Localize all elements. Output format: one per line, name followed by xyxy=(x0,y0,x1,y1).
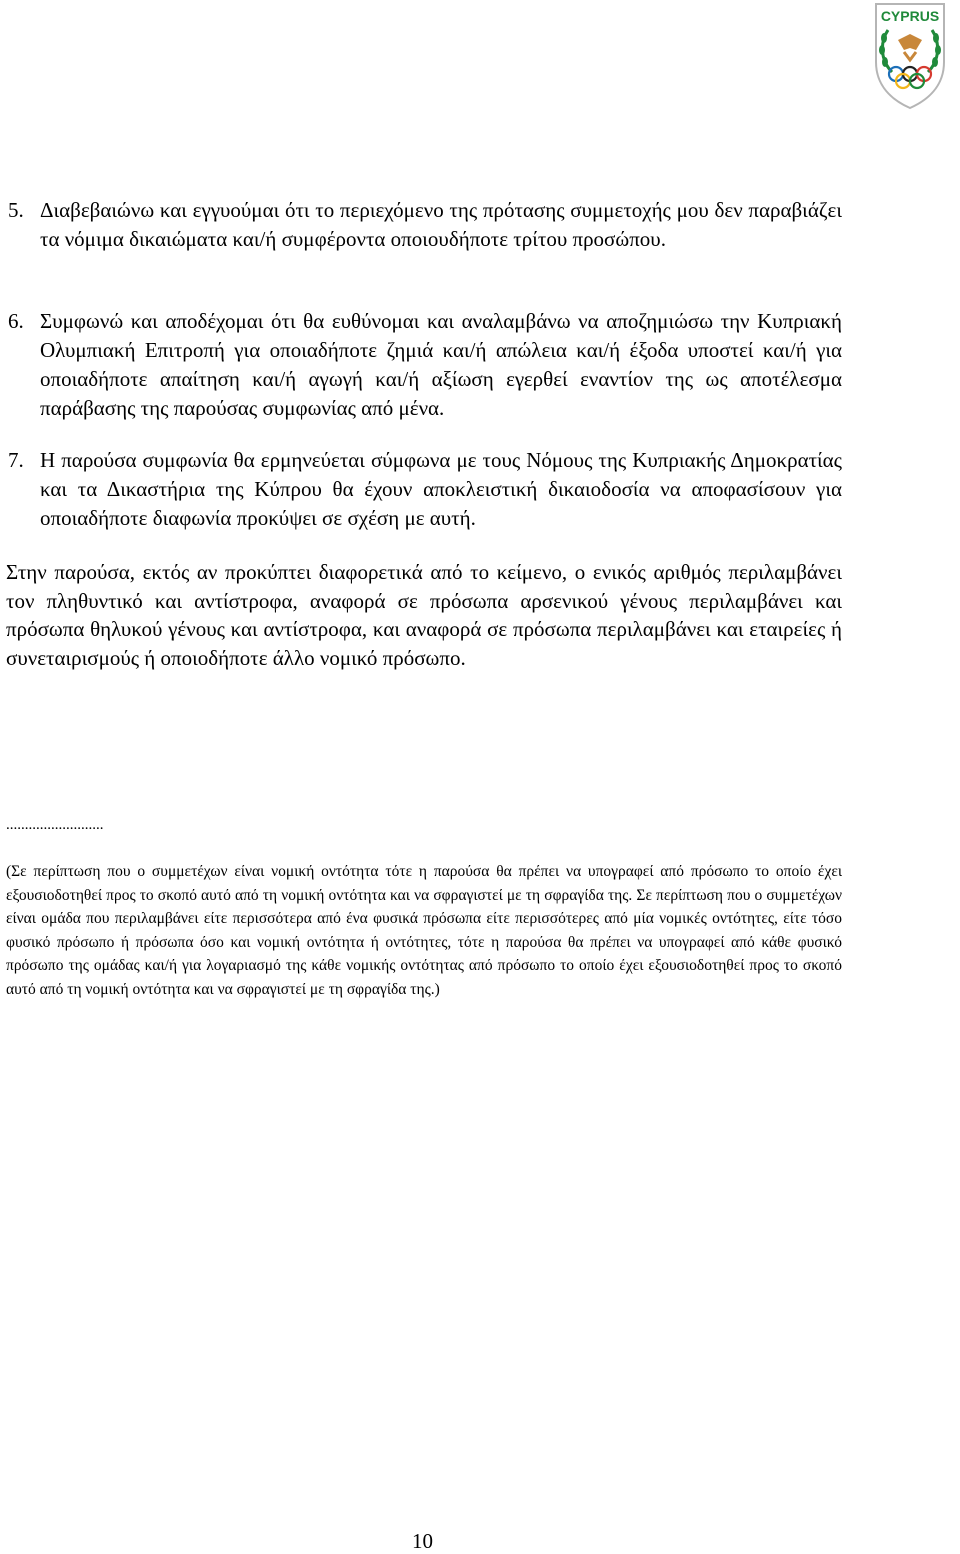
cyprus-olympic-committee-logo xyxy=(870,0,950,112)
clause-5 xyxy=(8,196,842,254)
clause-text: Διαβεβαιώνω και εγγυούμαι ότι το περιεχόμενο της πρότασης συμμετοχής μου δεν παραβιάζει τα νόμιμα δικαιώματα και/ή συμφέροντα οποιουδήποτε τρίτου προσώπου. xyxy=(40,198,842,251)
clause-number: 7. xyxy=(8,448,24,472)
signature-line: .......................... xyxy=(6,817,104,833)
interpretation-paragraph: Στην παρούσα, εκτός αν προκύπτει διαφορετικά από το κείμενο, ο ενικός αριθμός περιλαμβάνει τον πληθυντικό και αντίστροφα, αναφορά σε πρόσωπα αρσενικού γένους περιλαμβάνει και πρόσωπα θηλυκού γένους και αντίστροφα, και αναφορά σε πρόσωπα περιλαμβάνει και εταιρείες ή συνεταιρισμούς ή οποιοδήποτε άλλο νομικό πρόσωπο. xyxy=(6,560,842,670)
signature-note: (Σε περίπτωση που ο συμμετέχων είναι νομική οντότητα τότε η παρούσα θα πρέπει να υπογραφεί από πρόσωπο το οποίο έχει εξουσιοδοτηθεί προς το σκοπό αυτό από τη νομική οντότητα και να σφραγιστεί με τη σφραγίδα της. Σε περίπτωση που ο συμμετέχων είναι ομάδα που περιλαμβάνει είτε περισσότερα από ένα φυσικά πρόσωπα είτε περισσότερες από μία νομικές οντότητες, είτε τόσο φυσικό πρόσωπο ή πρόσωπα όσο και νομική οντότητα ή οντότητες, τότε η παρούσα θα πρέπει να υπογραφεί από κάθε φυσικό πρόσωπο της ομάδας και/ή για λογαριασμό της κάθε νομικής οντότητας από πρόσωπο το οποίο έχει εξουσιοδοτηθεί προς το σκοπό αυτό από τη νομική οντότητα και να σφραγιστεί με τη σφραγίδα της.) xyxy=(6,863,842,998)
clause-7 xyxy=(8,446,842,533)
logo-wordmark: CYPRUS xyxy=(880,8,940,24)
clause-text: Συμφωνώ και αποδέχομαι ότι θα ευθύνομαι και αναλαμβάνω να αποζημιώσω την Κυπριακή Ολυμπιακή Επιτροπή για οποιαδήποτε ζημιά και/ή απώλεια και/ή έξοδα υποστεί και/ή για οποιαδήποτε απαίτηση και/ή αγωγή και/ή αξίωση εγερθεί εναντίον της ως αποτέλεσμα παράβασης της παρούσας συμφωνίας από μένα. xyxy=(40,309,842,420)
clause-text: Η παρούσα συμφωνία θα ερμηνεύεται σύμφωνα με τους Νόμους της Κυπριακής Δημοκρατίας και τα Δικαστήρια της Κύπρου θα έχουν αποκλειστική δικαιοδοσία να αποφασίσουν για οποιαδήποτε διαφωνία προκύψει σε σχέση με αυτή. xyxy=(40,448,842,530)
clause-number: 5. xyxy=(8,198,24,222)
clause-6 xyxy=(8,307,842,423)
clause-number: 6. xyxy=(8,309,24,333)
page-number: 10 xyxy=(412,1529,433,1553)
